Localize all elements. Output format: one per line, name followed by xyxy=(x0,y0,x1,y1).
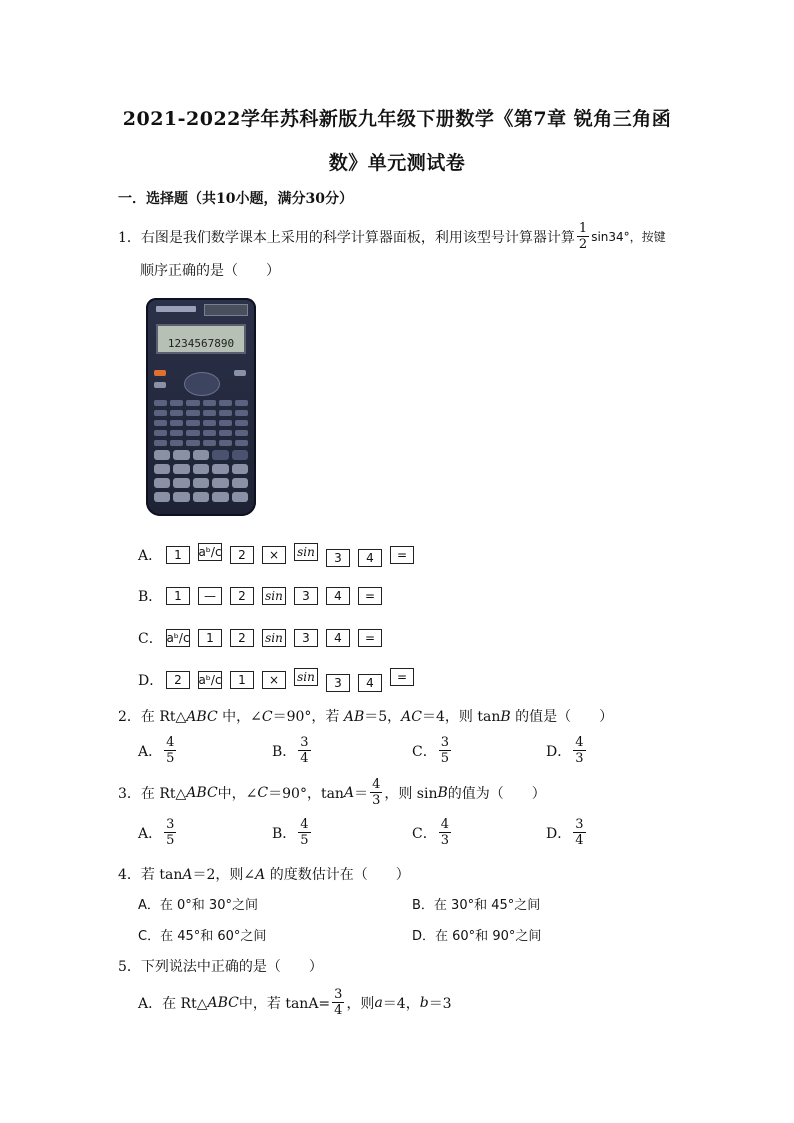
q4-text-a: 4．若 tan xyxy=(118,867,183,883)
calculator-on-key xyxy=(234,370,246,376)
q2-option-b xyxy=(272,736,313,765)
key-4: 4 xyxy=(326,629,350,647)
option-label: D． xyxy=(546,743,572,760)
calculator-second-function-key xyxy=(154,370,166,376)
q3-option-c xyxy=(412,818,453,847)
page-title-line1: 2021-2022学年苏科新版九年级下册数学《第7章 锐角三角函 xyxy=(122,108,672,130)
q2-option-c xyxy=(412,736,453,765)
frac-den: 3 xyxy=(440,833,449,848)
frac-num: 3 xyxy=(334,987,343,1002)
q1-option-a xyxy=(138,545,422,565)
frac-num: 4 xyxy=(300,817,309,832)
frac-num: 3 xyxy=(300,735,309,750)
option-label: C． xyxy=(412,743,437,760)
q1-frac-den: 2 xyxy=(578,237,588,252)
q4-option-c: C．在 45°和 60°之间 xyxy=(138,929,267,944)
calculator-solar-panel xyxy=(204,304,248,316)
key-3: 3 xyxy=(326,549,350,567)
q3-angle-c: C xyxy=(257,784,269,801)
key-2: 2 xyxy=(230,587,254,605)
key-sin: sin xyxy=(294,543,318,561)
q1-option-d xyxy=(138,670,422,690)
key-4: 4 xyxy=(358,549,382,567)
frac-num: 3 xyxy=(440,735,449,750)
key-2: 2 xyxy=(230,546,254,564)
key-sin: sin xyxy=(262,629,286,647)
key-fraction: aᵇ/c xyxy=(198,545,222,559)
calculator-screen: 1234567890 xyxy=(156,324,246,354)
calculator-brand xyxy=(156,306,196,312)
option-label: C． xyxy=(412,825,437,842)
option-label: C． xyxy=(138,631,163,647)
q5-a-text-e: ＝3 xyxy=(428,995,452,1012)
key-sin: sin xyxy=(294,668,318,686)
key-3: 3 xyxy=(294,629,318,647)
q3-text-e: ，则 sin xyxy=(384,785,438,802)
q3-triangle: ABC xyxy=(186,784,218,801)
key-1: 1 xyxy=(198,629,222,647)
frac-den: 3 xyxy=(372,793,381,808)
key-multiply: × xyxy=(262,671,286,689)
question-1 xyxy=(118,222,666,251)
q4-option-a: A．在 0°和 30°之间 xyxy=(138,898,258,913)
q3-text-d: ＝ xyxy=(354,785,369,802)
key-1: 1 xyxy=(166,587,190,605)
frac-num: 4 xyxy=(440,817,449,832)
q5-a-text-a: A．在 Rt△ xyxy=(138,995,208,1012)
key-equals: = xyxy=(358,629,382,647)
option-label: D． xyxy=(138,673,164,689)
q4-option-b: B．在 30°和 45°之间 xyxy=(412,898,541,913)
key-3: 3 xyxy=(294,587,318,605)
q4-angle-a2: A xyxy=(255,867,266,883)
frac-den: 5 xyxy=(166,751,175,766)
frac-num: 4 xyxy=(166,735,175,750)
q5-a-text-c: ，则 xyxy=(346,995,375,1012)
option-label: A． xyxy=(138,743,163,760)
q3-text-c: ＝90°，tan xyxy=(268,785,344,802)
option-label: D． xyxy=(546,825,572,842)
q2-text-b: 中，∠ xyxy=(217,709,262,725)
calculator-function-keys xyxy=(154,400,248,446)
key-2: 2 xyxy=(230,629,254,647)
calculator-mode-key xyxy=(154,382,166,388)
key-4: 4 xyxy=(326,587,350,605)
key-1: 1 xyxy=(230,671,254,689)
q2-text-f: 的值是（ ） xyxy=(510,709,614,725)
question-3 xyxy=(118,778,546,807)
frac-num: 4 xyxy=(575,735,584,750)
key-equals: = xyxy=(390,668,414,686)
q3-text-f: 的值为（ ） xyxy=(447,785,546,802)
q2-angle-c: C xyxy=(261,709,273,725)
key-fraction: aᵇ/c xyxy=(198,673,222,687)
key-2: 2 xyxy=(166,671,190,689)
q3-option-d xyxy=(546,818,588,847)
q3-text-b: 中，∠ xyxy=(217,785,258,802)
q3-option-a xyxy=(138,818,178,847)
question-2 xyxy=(118,706,613,726)
q1-frac-num: 1 xyxy=(578,221,588,236)
q4-text-b: ＝2，则∠ xyxy=(192,867,256,883)
frac-num: 4 xyxy=(372,777,381,792)
q2-option-a xyxy=(138,736,178,765)
frac-den: 4 xyxy=(334,1003,343,1018)
q2-text-e: ＝4，则 tan xyxy=(422,709,501,725)
q2-triangle: ABC xyxy=(186,709,218,725)
q3-option-b xyxy=(272,818,313,847)
q2-side-ac: AC xyxy=(401,709,422,725)
question-4 xyxy=(118,864,410,884)
q3-text-a: 3．在 Rt△ xyxy=(118,785,187,802)
option-label: B． xyxy=(272,743,297,760)
key-equals: = xyxy=(390,546,414,564)
q5-option-a xyxy=(138,988,452,1017)
q4-text-c: 的度数估计在（ ） xyxy=(265,867,410,883)
q5-a-text-d: ＝4， xyxy=(382,995,420,1012)
q3-angle-b: B xyxy=(437,784,448,801)
frac-den: 4 xyxy=(300,751,309,766)
page-title-line2: 数》单元测试卷 xyxy=(328,152,466,174)
q3-angle-a: A xyxy=(343,784,355,801)
calculator-image xyxy=(146,298,256,516)
frac-den: 4 xyxy=(575,833,584,848)
q5-a-text-b: 中，若 tanA= xyxy=(238,995,331,1012)
frac-num: 3 xyxy=(166,817,175,832)
key-4: 4 xyxy=(358,674,382,692)
q4-angle-a: A xyxy=(182,867,193,883)
frac-den: 5 xyxy=(440,751,449,766)
q2-text-a: 2．在 Rt△ xyxy=(118,709,187,725)
q1-option-b xyxy=(138,586,390,606)
option-label: A． xyxy=(138,548,163,564)
q2-angle-b: B xyxy=(500,709,511,725)
q4-option-d: D．在 60°和 90°之间 xyxy=(412,929,542,944)
q2-text-c: ＝90°，若 xyxy=(272,709,344,725)
frac-den: 5 xyxy=(300,833,309,848)
key-sin: sin xyxy=(262,587,286,605)
frac-num: 3 xyxy=(575,817,584,832)
key-fraction: aᵇ/c xyxy=(166,631,190,645)
q5-a-triangle: ABC xyxy=(207,994,239,1011)
q5-a-var-b: b xyxy=(419,994,429,1011)
section-heading: 一．选择题（共10小题，满分30分） xyxy=(118,191,353,207)
calculator-number-keys xyxy=(154,450,248,502)
q1-option-c xyxy=(138,628,390,648)
frac-den: 5 xyxy=(166,833,175,848)
q1-fraction xyxy=(577,222,589,251)
key-3: 3 xyxy=(326,674,350,692)
q2-option-d xyxy=(546,736,588,765)
q2-side-ab: AB xyxy=(343,709,365,725)
q2-text-d: ＝5， xyxy=(364,709,402,725)
q1-text-a: 1．右图是我们数学课本上采用的科学计算器面板，利用该型号计算器计算 xyxy=(118,229,575,246)
option-label: A． xyxy=(138,825,163,842)
q5-a-var-a: a xyxy=(374,994,383,1011)
option-label: B． xyxy=(272,825,297,842)
key-1: 1 xyxy=(166,546,190,564)
q1-text-b: sin34°，按键 xyxy=(591,230,666,244)
key-minus: — xyxy=(198,587,222,605)
option-label: B． xyxy=(138,589,163,605)
calculator-dpad xyxy=(184,372,220,396)
frac-den: 3 xyxy=(575,751,584,766)
q1-text-c: 顺序正确的是（ ） xyxy=(140,263,280,279)
question-5: 5．下列说法中正确的是（ ） xyxy=(118,959,323,975)
key-multiply: × xyxy=(262,546,286,564)
key-equals: = xyxy=(358,587,382,605)
